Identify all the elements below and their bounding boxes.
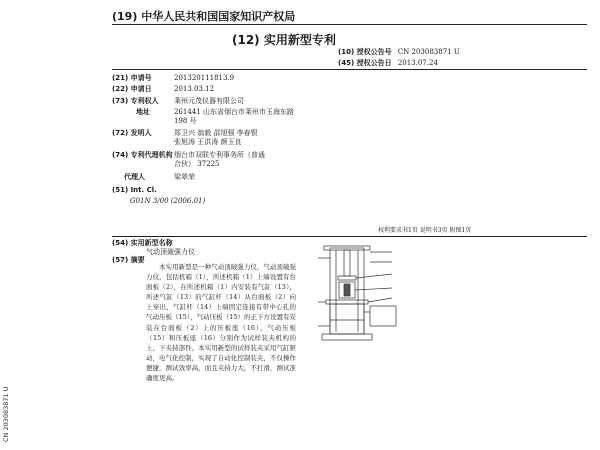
- address-label: 地址: [136, 108, 150, 116]
- inventors-line2: 张旭涛 王洪涛 颜玉良: [174, 138, 242, 146]
- publication-number: CN 203083871 U: [397, 48, 460, 56]
- side-controller: [370, 306, 396, 326]
- patentee-row: [112, 97, 244, 106]
- address-row: [112, 108, 294, 125]
- office-title: (19) 中华人民共和国国家知识产权局: [112, 10, 296, 23]
- cabinet: [330, 304, 364, 334]
- publication-date-label: (45) 授权公告日: [338, 59, 392, 67]
- cylinder-rod: [344, 250, 350, 276]
- utility-model-title: 气动顶破强力仪: [146, 248, 195, 256]
- publication-date: 2013.07.24: [397, 59, 438, 67]
- patentee-label: (73) 专利权人: [112, 97, 159, 105]
- publication-number-label: (10) 授权公告号: [338, 48, 392, 56]
- specimen-clamp: [344, 284, 350, 296]
- application-number-row: [112, 74, 235, 83]
- page-counts: 权利要求书1页 说明书3页 附图1页: [378, 227, 472, 234]
- leader-line-5: [368, 298, 392, 302]
- agent-label: 代理人: [124, 173, 145, 181]
- abstract-text: 本实用新型是一种气动顶破强力仪，气动顶破强力仪，包括机箱（1），所述机箱（1）上端设置有台面板（2），在所述机箱（1）内安装有气缸（13），所述气缸（13）的气缸杆（14）从台面板（2）向上穿出，气缸杆（14）上端固定连接有带中心孔的气动压板（15），气动压板（15）的正下方设置有安装在台面板（2）上的压板座（16），气动压板（15）和压板座（16）分别作为试样装夹机构的上、下夹持部件。本实用新型的试样装夹采用气缸驱动，电气化控制，实现了自动化控制装夹，不仅操作便捷，测试效率高，而且夹持力大，不打滑，测试准确度更高。: [146, 263, 296, 383]
- table-plate: [326, 300, 368, 304]
- application-number-label: (21) 申请号: [112, 74, 152, 82]
- patentee: 莱州元茂仪器有限公司: [174, 97, 244, 105]
- agency-line1: 烟台市双联专利事务所（普通: [174, 151, 265, 159]
- intcl-row: [112, 186, 157, 195]
- title-label: (54) 实用新型名称: [112, 239, 173, 247]
- header-rule: [112, 24, 587, 25]
- intcl: G01N 3/00 (2006.01): [130, 197, 206, 205]
- address-line2: 198 号: [174, 117, 197, 125]
- leader-line-4: [355, 288, 392, 290]
- pneumatic-press-plate: [338, 276, 356, 280]
- intcl-label: (51) Int. Cl.: [112, 186, 157, 194]
- vertical-publication-code: CN 203083871 U: [2, 386, 10, 442]
- publication-number-row: [338, 48, 460, 57]
- inventors-line1: 郑卫兴 翁毅 邵旭强 李春银: [174, 129, 258, 137]
- patent-type: (12) 实用新型专利: [232, 33, 336, 47]
- filing-date: 2013.03.12: [174, 85, 215, 93]
- leader-line-3: [356, 274, 392, 278]
- agency-line2: 合伙） 37225: [174, 160, 220, 168]
- base: [322, 334, 372, 340]
- agent: 梁翠荣: [174, 173, 195, 181]
- abstract-rule: [112, 236, 587, 237]
- application-number: 201320111813.9: [174, 74, 235, 82]
- filing-date-label: (22) 申请日: [112, 85, 152, 93]
- abstract-label: (57) 摘要: [112, 256, 145, 264]
- publication-date-row: [338, 59, 438, 68]
- inventors-label: (72) 发明人: [112, 129, 152, 137]
- address-line1: 261441 山东省烟台市莱州市玉海东路: [174, 108, 294, 116]
- biblio-rule: [112, 69, 587, 70]
- agent-row: [112, 173, 195, 182]
- inventors-row: [112, 129, 258, 146]
- agency-row: [112, 151, 265, 168]
- agency-label: (74) 专利代理机构: [112, 151, 173, 159]
- abstract-drawing: [308, 240, 408, 360]
- filing-date-row: [112, 85, 215, 94]
